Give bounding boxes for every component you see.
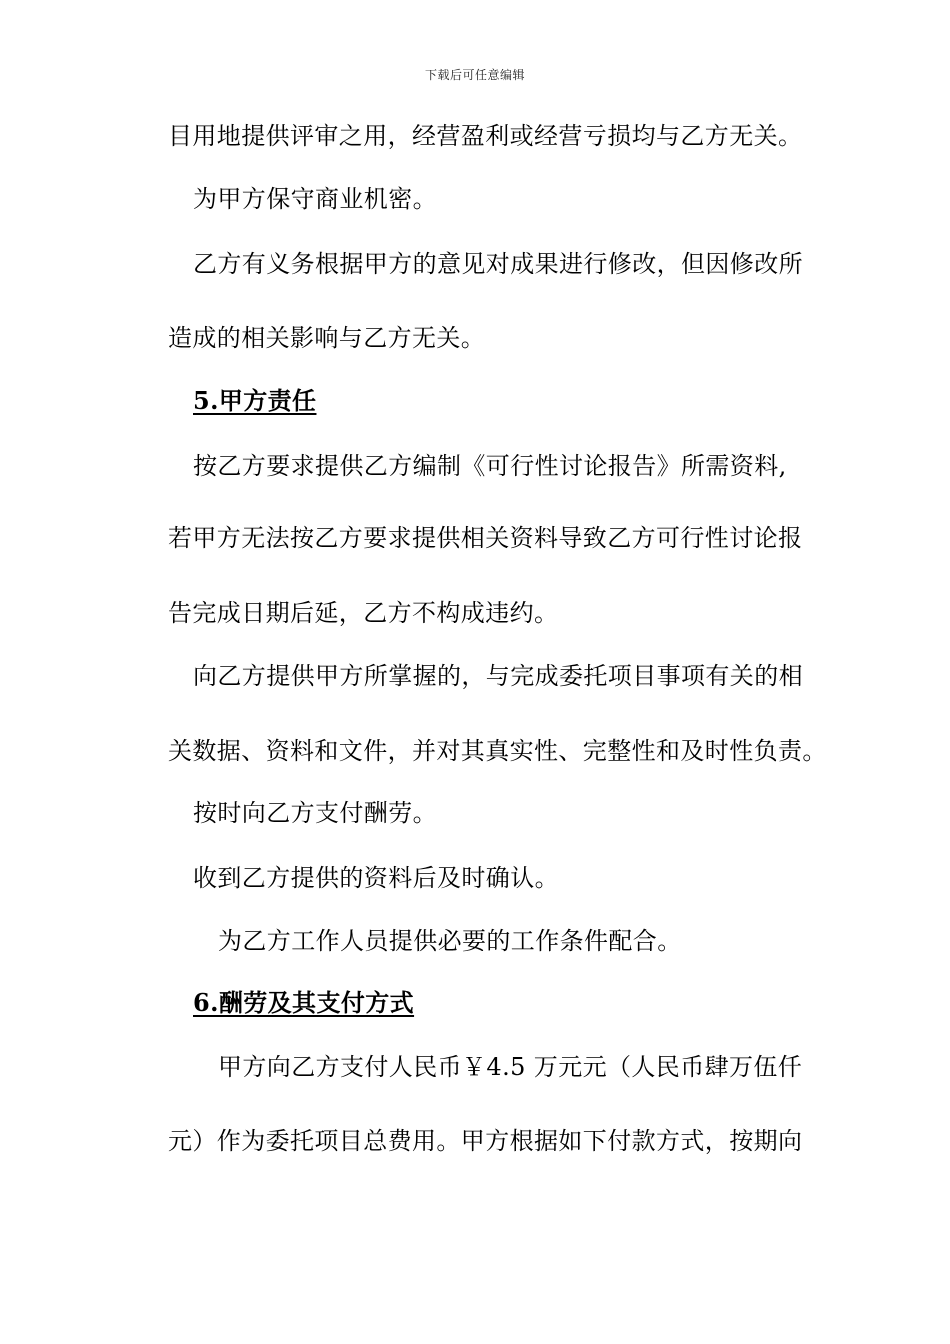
paragraph-line: 告完成日期后延，乙方不构成违约。 bbox=[168, 599, 559, 627]
paragraph-line: 向乙方提供甲方所掌握的，与完成委托项目事项有关的相 bbox=[193, 662, 803, 690]
paragraph-line: 为甲方保守商业机密。 bbox=[193, 185, 437, 213]
section-heading: 6.酬劳及其支付方式 bbox=[193, 988, 415, 1017]
page-header: 下载后可任意编辑 bbox=[424, 68, 525, 82]
paragraph-line: 按乙方要求提供乙方编制《可行性讨论报告》所需资料, bbox=[193, 452, 787, 480]
section-heading: 5.甲方责任 bbox=[193, 386, 317, 415]
paragraph-line: 元）作为委托项目总费用。甲方根据如下付款方式，按期向 bbox=[168, 1127, 803, 1155]
paragraph-line: 收到乙方提供的资料后及时确认。 bbox=[193, 864, 559, 892]
paragraph-line: 目用地提供评审之用，经营盈利或经营亏损均与乙方无关。 bbox=[168, 122, 803, 150]
paragraph-line: 造成的相关影响与乙方无关。 bbox=[168, 324, 486, 352]
paragraph-line: 关数据、资料和文件，并对其真实性、完整性和及时性负责。 bbox=[168, 737, 827, 765]
paragraph-line: 若甲方无法按乙方要求提供相关资料导致乙方可行性讨论报 bbox=[168, 524, 803, 552]
paragraph-line: 按时向乙方支付酬劳。 bbox=[193, 799, 437, 827]
paragraph-line: 为乙方工作人员提供必要的工作条件配合。 bbox=[218, 927, 682, 955]
paragraph-line: 乙方有义务根据甲方的意见对成果进行修改，但因修改所 bbox=[193, 250, 803, 278]
paragraph-line: 甲方向乙方支付人民币￥4.5 万元元（人民币肆万伍仟 bbox=[218, 1053, 803, 1081]
